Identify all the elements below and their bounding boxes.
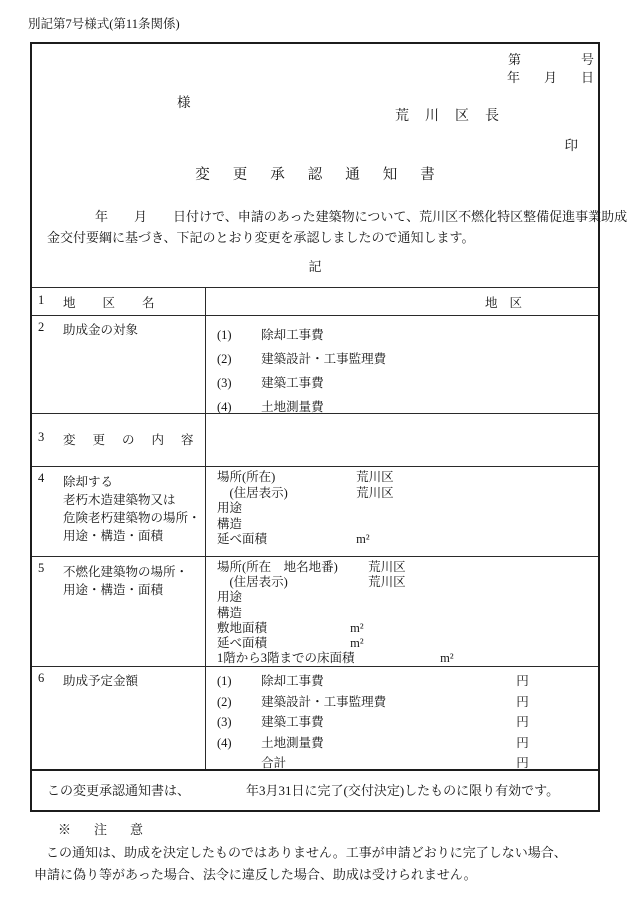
field-line <box>217 560 594 575</box>
field-line <box>217 606 594 621</box>
caution-line-1: この通知は、助成を決定したものではありません。工事が申請どおりに完了しない場合、 <box>46 844 567 860</box>
row4-number: 4 <box>38 471 45 485</box>
row2-number: 2 <box>38 320 45 334</box>
document-number-suffix: 号 <box>580 52 594 67</box>
field-value: m² <box>356 532 370 546</box>
field-line <box>217 621 594 636</box>
field-value: 荒川区 <box>368 560 406 574</box>
row4-label-line: 除却する <box>63 475 114 489</box>
document-number-prefix: 第 <box>507 52 521 67</box>
document-title: 変更承認通知書 <box>195 167 458 183</box>
field-value: m² <box>440 651 454 666</box>
field-label: (住居表示) <box>217 485 288 500</box>
row4-label <box>63 471 201 556</box>
field-line <box>217 470 594 486</box>
amount-list <box>217 667 594 771</box>
item-text: 除却工事費 <box>261 328 324 342</box>
item-unit: 円 <box>516 674 529 688</box>
item-text: 合計 <box>261 756 287 770</box>
field-label: 場所(所在 地名地番) <box>217 560 338 574</box>
row3-value-cell <box>206 414 598 466</box>
field-line <box>217 590 594 605</box>
body-line-2: 金交付要綱に基づき、下記のとおり変更を承認しましたので通知します。 <box>47 230 475 245</box>
row5-label <box>63 561 201 666</box>
amount-item <box>217 712 594 733</box>
item-number: (2) <box>217 352 232 366</box>
validity-text-1: この変更承認通知書は、 <box>47 782 191 798</box>
item-unit: 円 <box>516 715 529 729</box>
caution-notes <box>30 819 600 887</box>
field-label: 場所(所在) <box>217 470 276 484</box>
item-number: (1) <box>217 674 232 688</box>
row6-header-cell <box>32 667 206 769</box>
district-value: 地区 <box>485 296 535 310</box>
field-label: (住居表示) <box>217 575 288 590</box>
date-line <box>507 67 594 86</box>
date-day-label: 日 <box>580 70 594 85</box>
fireproof-fields <box>217 557 594 666</box>
amount-item <box>217 671 594 692</box>
field-line <box>217 636 594 651</box>
date-month-label: 月 <box>543 70 557 85</box>
item-unit: 円 <box>516 756 529 770</box>
row4-label-line: 危険老朽建築物の場所・ <box>63 511 201 525</box>
field-line <box>217 486 594 502</box>
record-mark: 記 <box>308 259 322 274</box>
table-row-change-content <box>32 414 598 467</box>
item-text: 除却工事費 <box>261 674 324 688</box>
document-number-line <box>508 49 594 68</box>
item-number: (3) <box>217 376 232 390</box>
amount-total <box>217 753 594 771</box>
field-label: 延べ面積 <box>217 636 268 651</box>
row1-number: 1 <box>38 293 45 307</box>
field-value: m² <box>350 620 364 635</box>
field-label: 構造 <box>217 605 243 620</box>
field-label: 用途 <box>217 501 243 515</box>
row3-label: 変更の内容 <box>63 433 211 447</box>
amount-item <box>217 733 594 754</box>
row4-label-line: 老朽木造建築物又は <box>63 493 176 507</box>
caution-line-2: 申請に偽り等があった場合、法令に違反した場合、助成は受けられません。 <box>34 867 477 882</box>
row2-value-cell <box>206 316 598 413</box>
row6-value-cell <box>206 667 598 769</box>
field-label: 延べ面積 <box>217 532 268 546</box>
field-label: 用途 <box>217 590 243 605</box>
table-row-demolition-building <box>32 467 598 557</box>
validity-text-2: 年3月31日に完了(交付決定)したものに限り有効です。 <box>246 782 560 798</box>
row5-number: 5 <box>38 561 45 575</box>
field-value: 荒川区 <box>368 575 406 590</box>
field-line <box>217 575 594 590</box>
field-label: 敷地面積 <box>217 620 268 635</box>
field-line <box>217 517 594 533</box>
row2-label: 助成金の対象 <box>63 323 139 337</box>
table-row-planned-amount <box>32 667 598 771</box>
table-row-fireproof-building <box>32 557 598 667</box>
field-label: 1階から3階までの床面積 <box>217 651 355 666</box>
row3-header-cell <box>32 414 211 466</box>
row5-value-cell <box>206 557 598 666</box>
addressee-suffix: 様 <box>177 95 191 110</box>
list-item <box>217 395 594 414</box>
validity-note <box>32 771 598 807</box>
item-number: (2) <box>217 694 232 709</box>
list-item <box>217 347 594 371</box>
field-value: 荒川区 <box>356 485 394 500</box>
list-item <box>217 323 594 347</box>
row4-header-cell <box>32 467 206 556</box>
body-paragraph <box>47 206 628 248</box>
row5-header-cell <box>32 557 206 666</box>
field-line <box>217 651 594 666</box>
issuer-name: 荒川区長 <box>395 109 515 124</box>
item-text: 土地測量費 <box>261 400 324 414</box>
body-line-1: 年 月 日付けで、申請のあった建築物について、荒川区不燃化特区整備促進事業助成 <box>95 209 628 224</box>
item-text: 建築工事費 <box>261 715 324 729</box>
table-row-subsidy-target <box>32 316 598 414</box>
field-value: m² <box>350 636 364 651</box>
item-number: (3) <box>217 715 232 729</box>
item-unit: 円 <box>516 694 529 709</box>
amount-item <box>217 692 594 713</box>
field-line <box>217 532 594 548</box>
row6-label: 助成予定金額 <box>63 674 139 688</box>
row1-value-cell <box>206 288 598 315</box>
subsidy-target-list <box>217 316 594 414</box>
row4-value-cell <box>206 467 598 556</box>
form-style-label: 別記第7号様式(第11条関係) <box>28 17 180 31</box>
field-line <box>217 501 594 517</box>
field-value: 荒川区 <box>356 470 394 484</box>
row4-label-line: 用途・構造・面積 <box>63 529 164 543</box>
row1-header-cell <box>32 288 206 315</box>
item-number: (4) <box>217 400 232 414</box>
table-row-district <box>32 288 598 316</box>
row6-number: 6 <box>38 671 45 685</box>
item-text: 建築設計・工事監理費 <box>261 694 387 709</box>
item-text: 建築工事費 <box>261 376 324 390</box>
item-number: (1) <box>217 328 232 342</box>
item-text: 土地測量費 <box>261 735 324 750</box>
row1-label: 地区名 <box>63 296 182 310</box>
notice-frame <box>30 42 628 812</box>
demolition-fields <box>217 467 594 548</box>
row3-number: 3 <box>38 430 45 444</box>
row2-header-cell <box>32 316 206 413</box>
list-item <box>217 371 594 395</box>
field-label: 構造 <box>217 516 243 531</box>
detail-table <box>32 287 598 807</box>
row5-label-line: 用途・構造・面積 <box>63 583 164 597</box>
seal-mark: 印 <box>564 138 578 153</box>
item-number: (4) <box>217 735 232 750</box>
row5-label-line: 不燃化建築物の場所・ <box>63 565 189 579</box>
item-unit: 円 <box>516 735 529 750</box>
caution-heading: ※注意 <box>58 822 167 837</box>
item-text: 建築設計・工事監理費 <box>261 352 387 366</box>
date-year-label: 年 <box>506 70 520 85</box>
